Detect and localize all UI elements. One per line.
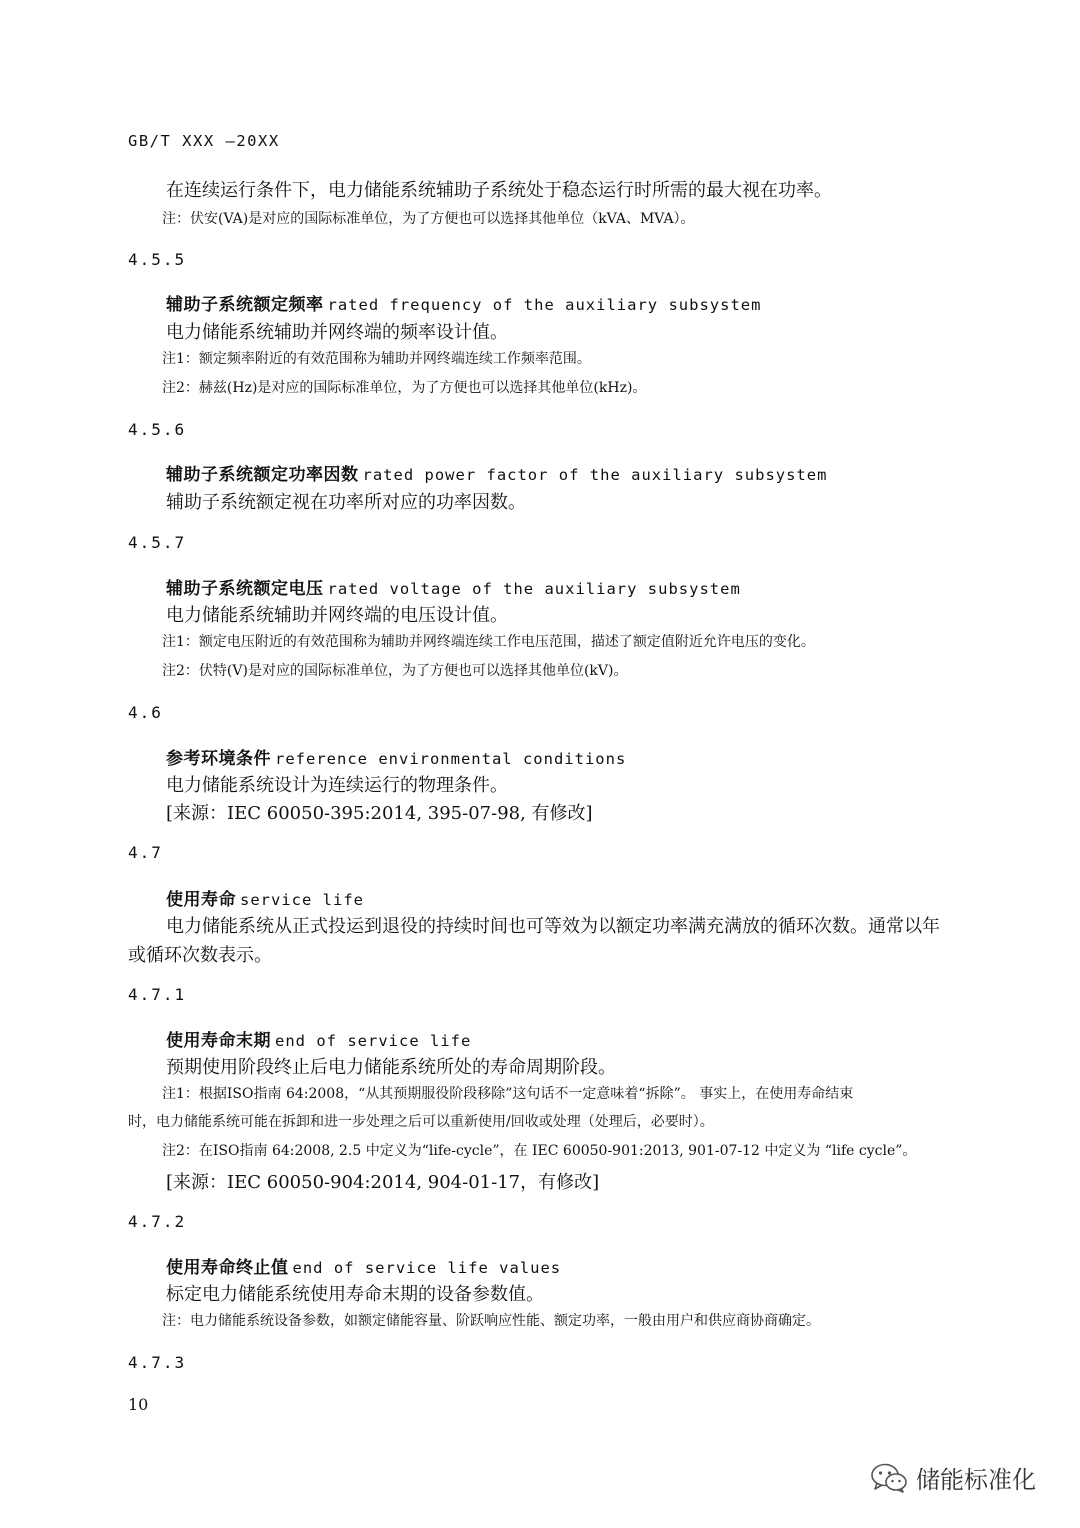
section-number: 4.5.5 bbox=[128, 250, 187, 269]
definition: 标定电力储能系统使用寿命末期的设备参数值。 bbox=[166, 1284, 544, 1305]
term-zh: 使用寿命末期 bbox=[166, 1031, 271, 1051]
source-citation: [来源：IEC 60050-395:2014, 395-07-98, 有修改] bbox=[166, 803, 593, 824]
section-number: 4.6 bbox=[128, 703, 163, 722]
definition: 电力储能系统从正式投运到退役的持续时间也可等效为以额定功率满充满放的循环次数。通常以年 bbox=[166, 916, 940, 937]
term-zh: 辅助子系统额定电压 bbox=[166, 579, 324, 599]
term-en: rated frequency of the auxiliary subsystem bbox=[327, 296, 762, 314]
note: 注：电力储能系统设备参数，如额定储能容量、阶跃响应性能、额定功率，一般由用户和供应商协商确定。 bbox=[162, 1313, 820, 1329]
page-number: 10 bbox=[128, 1395, 149, 1414]
term-zh: 辅助子系统额定频率 bbox=[166, 295, 324, 315]
term-title bbox=[166, 1253, 561, 1278]
section-number: 4.7.1 bbox=[128, 985, 187, 1004]
note: 注2：在ISO指南 64:2008, 2.5 中定义为“life-cycle”，在 IEC 60050-901:2013, 901-07-12 中定义为 “life cycle”。 bbox=[162, 1143, 917, 1159]
definition: 辅助子系统额定视在功率所对应的功率因数。 bbox=[166, 492, 526, 513]
note: 注：伏安(VA)是对应的国际标准单位，为了方便也可以选择其他单位（kVA、MVA）。 bbox=[162, 211, 695, 227]
term-title bbox=[166, 290, 761, 315]
page-header-code: GB/T XXX —20XX bbox=[128, 132, 280, 150]
term-zh: 使用寿命 bbox=[166, 890, 236, 910]
term-en: end of service life bbox=[275, 1032, 472, 1050]
term-title bbox=[166, 1026, 471, 1051]
section-number: 4.5.6 bbox=[128, 420, 187, 439]
term-zh: 辅助子系统额定功率因数 bbox=[166, 465, 359, 485]
term-en: rated voltage of the auxiliary subsystem bbox=[327, 580, 741, 598]
definition: 或循环次数表示。 bbox=[128, 945, 272, 966]
note: 注2：赫兹(Hz)是对应的国际标准单位，为了方便也可以选择其他单位(kHz)。 bbox=[162, 380, 647, 396]
definition: 电力储能系统设计为连续运行的物理条件。 bbox=[166, 775, 508, 796]
watermark bbox=[870, 1460, 1036, 1495]
wechat-icon bbox=[870, 1462, 908, 1494]
term-zh: 参考环境条件 bbox=[166, 749, 271, 769]
term-title bbox=[166, 460, 827, 485]
section-number: 4.7 bbox=[128, 843, 163, 862]
note: 时，电力储能系统可能在拆卸和进一步处理之后可以重新使用/回收或处理（处理后，必要时）。 bbox=[128, 1114, 714, 1130]
definition: 预期使用阶段终止后电力储能系统所处的寿命周期阶段。 bbox=[166, 1057, 616, 1078]
definition: 电力储能系统辅助并网终端的频率设计值。 bbox=[166, 322, 508, 343]
term-title bbox=[166, 885, 364, 910]
section-number: 4.7.3 bbox=[128, 1353, 187, 1372]
watermark-text: 储能标准化 bbox=[916, 1466, 1036, 1494]
term-en: rated power factor of the auxiliary subsystem bbox=[362, 466, 828, 484]
note: 注1：额定频率附近的有效范围称为辅助并网终端连续工作频率范围。 bbox=[162, 351, 591, 367]
term-en: service life bbox=[240, 891, 364, 909]
term-title bbox=[166, 574, 741, 599]
section-number: 4.5.7 bbox=[128, 533, 187, 552]
term-title bbox=[166, 744, 626, 769]
body-text: 在连续运行条件下，电力储能系统辅助子系统处于稳态运行时所需的最大视在功率。 bbox=[166, 180, 832, 201]
term-zh: 使用寿命终止值 bbox=[166, 1258, 289, 1278]
section-number: 4.7.2 bbox=[128, 1212, 187, 1231]
term-en: end of service life values bbox=[292, 1259, 562, 1277]
term-en: reference environmental conditions bbox=[275, 750, 627, 768]
definition: 电力储能系统辅助并网终端的电压设计值。 bbox=[166, 605, 508, 626]
source-citation: [来源：IEC 60050-904:2014, 904-01-17，有修改] bbox=[166, 1172, 600, 1193]
note: 注1：根据ISO指南 64:2008，“从其预期服役阶段移除”这句话不一定意味着“拆除”。 事实上，在使用寿命结束 bbox=[162, 1086, 854, 1102]
note: 注1：额定电压附近的有效范围称为辅助并网终端连续工作电压范围，描述了额定值附近允许电压的变化。 bbox=[162, 634, 815, 650]
note: 注2：伏特(V)是对应的国际标准单位，为了方便也可以选择其他单位(kV)。 bbox=[162, 663, 628, 679]
